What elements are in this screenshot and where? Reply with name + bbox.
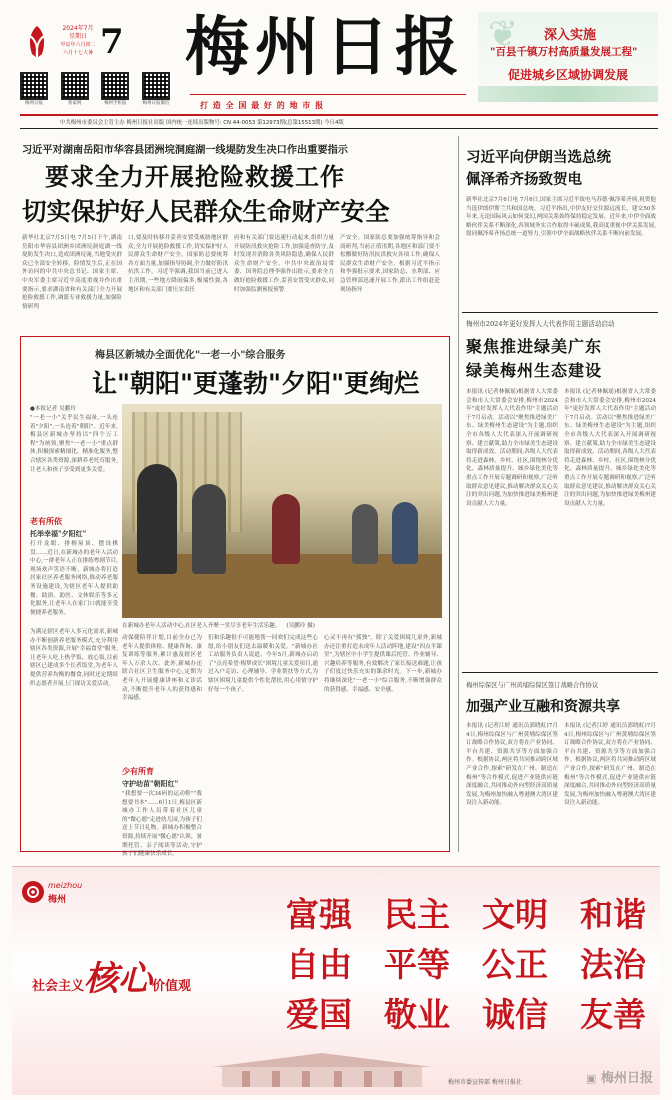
story-divider [462, 672, 658, 673]
logo-icon [20, 22, 54, 62]
values-row [286, 939, 646, 983]
feature-byline: ●本报记者 吴鹏玲 [30, 406, 76, 412]
caption-credit: (吴鹏玲 摄) [286, 623, 315, 629]
watermark-text: 梅州日报 [600, 1071, 653, 1086]
caption-text: 在新城办老年人活动中心,社区老人齐聚一堂尽享老年生活乐趣。 [122, 623, 281, 629]
feature-mid-3: 们和乐趣很不可能地帮一同欢们完成这些心愿,给小朋友们送去温暖和关爱。"新城办社工站服务负责人说道。今年5月,新城办启动了"点亮希望·梅梦成长"困境儿童关爱项目,通过入户走访、心理辅导、学业帮扶等方式,为辖区困境儿童提供个性化帮扶,用心用情守护好每一个孩子。 [208, 635, 318, 693]
value-word: 友善 [580, 995, 646, 1034]
watermark [586, 1067, 653, 1086]
subhead-1-sub: 托举幸福"夕阳红" [30, 529, 87, 538]
masthead-rule [20, 114, 658, 116]
brand-pinyin: meizhou [48, 881, 83, 890]
lunar-date: 甲辰年六月初二 [60, 42, 96, 48]
brand-name: 梅州 [48, 895, 67, 905]
info-rule [20, 128, 658, 129]
performer-silhouette [272, 494, 300, 564]
story1-body: 新华社北京7月6日电 7月6日,国家主席习近平致电马苏德·佩泽希齐扬,祝贺他当选伊朗伊斯兰共和国总统。习近平指出,中伊友好交往源远流长。建交50多年来,无论国际风云如何变幻,两国关系始终保持稳定发展。近年来,中伊全面战略伙伴关系不断深化,各领域务实合作取得丰硕成果,我高度重视中伊关系发展,愿同佩泽希齐扬总统一道努力,引领中伊全面战略伙伴关系不断向前发展。 [466, 197, 656, 238]
landscape-strip [478, 86, 658, 102]
story2-body-right: 本报讯 (记者林佩瑶)根据省人大常委会和市人大常委会安排,梅州市2024年"更好发挥人大代表作用"主题活动于7月启动。活动以"聚焦推进绿美广东、绿美梅州生态建设"为主题,组织全市各级人大代表深入开展调研视察、建言献策,助力全市绿美生态建设取得新成效。活动期间,各级人大代表将走进森林、乡村、社区,围绕林分优化、森林质量提升、城乡绿化美化等重点工作开展专题调研和视察,广泛听取群众意见建议,推动解决群众关心关注的突出问题,为加快推进绿美梅州建设贡献人大力量。 [564, 389, 656, 507]
value-word: 民主 [384, 895, 450, 934]
subhead-2-title: 少有所育 [122, 766, 154, 776]
story3-headline: 加强产业互融和资源共享 [466, 699, 620, 715]
lead-column-4: 产安全。国家防总要加强统筹指导和会商研判,当前正值汛期,各地区和部门要不松懈做好防汛抗洪救灾各项工作,确保人民群众生命财产安全。根据习近平指示和李强批示要求,国家防总、水利部、应急管理部迅速开展工作,派出工作组赶赴现场指导 [340, 235, 440, 293]
story1-headline-2: 佩泽希齐扬致贺电 [466, 171, 582, 188]
slogan: 打 造 全 国 最 好 的 地 市 报 [200, 100, 325, 110]
brand-logo-icon [22, 881, 44, 903]
value-word: 和谐 [580, 895, 646, 934]
feature-mid-4: 心灵不再有"孤独"。除了关爱困境儿童外,新城办还注重打造未成年人活动阵地,建设"四点半课堂",为辖区中小学生提供课后托管、作业辅导、兴趣培养等服务,有效解决了家长接送难题,让孩子们度过快乐充实的课余时光。下一步,新城办将继续深化"一老一小"综合服务,不断增强群众的获得感、幸福感、安全感。 [324, 635, 442, 693]
qr-row [20, 72, 170, 106]
value-word: 诚信 [482, 995, 548, 1034]
subhead-2 [122, 766, 202, 789]
performer-silhouette [192, 484, 226, 574]
lead-column-1: 新华社北京7月5日电 7月5日下午,湖南岳阳市华容县团洲乡团洲垸洞庭湖一线堤防发生决口,造成团洲垸淹,当地受灾群众已全部安全转移。险情发生后,正在国外访问的中共中央总书记、国家主席、中央军委主席习近平高度重视并作出重要指示,要求湖南省和有关部门全力开展抢险救援工作,调派专业救援力量,加强险情研判 [22, 235, 122, 310]
solar-term: 六月十七大暑 [62, 50, 93, 56]
story3-body-right: 本报讯 (记者江婷 通讯员郭晓虹)7月4日,梅州综保区与广州黄埔综保区签订战略合作协议,双方将在产业协同、平台共建、资源共享等方面加强合作。根据协议,两区将共同推动跨区域产业合作,探索"研发在广州、制造在梅州"等合作模式,促进产业链供应链深度融合,共同推动外向型经济高质量发展,为梅州加快融入粤港澳大湾区建设注入新动能。 [564, 723, 656, 807]
values-title [32, 951, 191, 1000]
qr-block[interactable]: 梅州手机报 [101, 72, 129, 106]
publication-info: 中共梅州市委员会主管主办 梅州日报社出版 国内统一连续出版物号: CN 44-0053 第12973期(总第15513期) 今日4版 [60, 120, 344, 126]
value-word: 文明 [482, 895, 548, 934]
newspaper-title: 梅州日报 [185, 10, 465, 85]
title-suffix: 价值观 [152, 979, 192, 994]
values-row [286, 889, 646, 933]
weekday: 星期日 [68, 33, 87, 40]
column-divider [458, 136, 459, 852]
day-number: 7 [100, 22, 124, 62]
qr-code-icon [142, 72, 170, 100]
qr-code-icon [101, 72, 129, 100]
feature-kicker: 梅县区新城办全面优化"一老一小"综合服务 [95, 350, 286, 361]
feature-headline: 让"朝阳"更蓬勃"夕阳"更绚烂 [92, 369, 420, 398]
lead-column-2: 口,要及时转移并妥善安置受威胁地区群众,全力开展抢险救援工作,切实保护好人民群众生命财产安全。国家防总要统筹各方面力量,加强指导协调,全力做好防汛抗洪工作。习近平强调,我国当前已进入主汛期,一些地方降雨偏多,极端性强,各地区和有关部门要压实责任 [128, 235, 228, 293]
story1-headline-1: 习近平向伊朗当选总统 [466, 149, 611, 166]
performer-silhouette [352, 504, 378, 564]
feature-photo [122, 404, 442, 618]
year-month: 2024年7月 [62, 25, 94, 32]
leaf-icon: ❦ [488, 14, 519, 55]
story2-headline-2: 绿美梅州生态建设 [466, 361, 603, 380]
story-divider [462, 312, 658, 313]
promo-line-3: 促进城乡区域协调发展 [508, 68, 629, 82]
value-word: 平等 [384, 945, 450, 984]
value-word: 富强 [286, 895, 352, 934]
lead-column-3: 府和有关部门要迅速行动起来,组织力量开展防汛救灾抢险工作,加强巡查防守,及时发现并消除各类风险隐患,确保人民群众生命财产安全。中共中央政治局常委、国务院总理李强作出批示,要求全力做好抢险救援工作,妥善安置受灾群众,同时加强监测预报预警 [234, 235, 334, 293]
qr-code-icon [20, 72, 48, 100]
story3-body-left: 本报讯 (记者江婷 通讯员郭晓虹)7月4日,梅州综保区与广州黄埔综保区签订战略合作协议,双方将在产业协同、平台共建、资源共享等方面加强合作。根据协议,两区将共同推动跨区域产业合作,探索"研发在广州、制造在梅州"等合作模式,促进产业链供应链深度融合,共同推动外向型经济高质量发展,为梅州加快融入粤港澳大湾区建设注入新动能。 [466, 723, 558, 807]
performer-silhouette [137, 464, 177, 574]
feature-body-2: 为满足辖区老年人多元化需求,新城办不断创新养老服务模式,充分利用辖区各类资源,开展"幸福食堂"服务,让老年人吃上热乎饭、放心饭,目前辖区已建成多个长者饭堂,为老年人提供营养均衡的餐食,同时还定期组织志愿者开展上门探访关爱活动。 [30, 629, 118, 687]
photo-caption [122, 621, 442, 629]
title-core: 核心 [84, 959, 153, 999]
qr-block[interactable]: 梅州日报 [20, 72, 48, 106]
subhead-1-title: 老有所依 [30, 516, 62, 526]
performer-silhouette [392, 502, 418, 564]
title-prefix: 社会主义 [32, 979, 85, 994]
watermark-icon: ▣ [586, 1072, 597, 1085]
lead-headline-2: 切实保护好人民群众生命财产安全 [22, 197, 390, 226]
story2-kicker: 梅州市2024年更好发挥人大代表作用主题活动启动 [466, 320, 615, 328]
story2-headline-1: 聚焦推进绿美广东 [466, 337, 603, 356]
promo-box [478, 12, 658, 104]
qr-code-icon [61, 72, 89, 100]
lead-headline-1: 要求全力开展抢险救援工作 [45, 162, 345, 191]
lead-kicker: 习近平对湖南岳阳市华容县团洲垸洞庭湖一线堤防发生决口作出重要指示 [22, 144, 348, 156]
value-word: 爱国 [286, 995, 352, 1034]
story2-body-left: 本报讯 (记者林佩瑶)根据省人大常委会和市人大常委会安排,梅州市2024年"更好发挥人大代表作用"主题活动于7月启动。活动以"聚焦推进绿美广东、绿美梅州生态建设"为主题,组织全市各级人大代表深入开展调研视察、建言献策,助力全市绿美生态建设取得新成效。活动期间,各级人大代表将走进森林、乡村、社区,围绕林分优化、森林质量提升、城乡绿化美化等重点工作开展专题调研和视察,广泛听取群众意见建议,推动解决群众关心关注的突出问题,为加快推进绿美梅州建设贡献人大力量。 [466, 389, 558, 507]
value-word: 敬业 [384, 995, 450, 1034]
issue-date [60, 25, 96, 57]
feature-mid-1: 动保健陪伴计划,目前全办已为老年人提供体检、健康咨询、康复训练等服务,累计惠及辖区老年人万余人次。此外,新城办还联合社区卫生服务中心,定期为老年人开展健康讲座和义诊活动,不断提升老年人的获得感和幸福感。 [122, 635, 202, 702]
promo-line-1: 深入实施 [544, 28, 597, 43]
qr-block[interactable]: 梅州日报微信 [142, 72, 170, 106]
ad-footer: 梅州市委宣传部 梅州日报社 [448, 1079, 522, 1086]
subhead-2-sub: 守护幼苗"朝阳红" [122, 779, 179, 788]
feature-mid-2: "我想要一次34码的运动鞋""我想要书本"……6月1日,梅县区新城办工作人员带着社区儿童的"微心愿"走进幼儿园,为孩子们送上节日礼物。新城办积极整合资源,持续开展"微心愿"认领、暑期托管、亲子阅读等活动,守护孩子们健康快乐成长。 [122, 791, 202, 858]
story3-kicker: 梅州综保区与广州黄埔综保区签订战略合作协议 [466, 682, 599, 689]
qr-block[interactable]: 客家网 [61, 72, 89, 106]
feature-body-1: 打开龙眼、排榕屋顶、摆设棋盘……近日,在新城办的老年人活动中心,一群老年人正在排练粤剧节目,现场欢声笑语不断。新城办将打造居家社区养老服务网络,推动养老服务设施建设,为辖区老年人提供助餐、助浴、助医、文体娱乐等多元化服务,让老年人在家门口就能享受便捷养老服务。 [30, 541, 118, 616]
subhead-1 [30, 516, 118, 539]
values-banner [12, 866, 660, 1095]
value-word: 公正 [482, 945, 548, 984]
values-row [286, 989, 646, 1033]
building-illustration [192, 1043, 452, 1087]
values-grid [286, 889, 646, 1033]
feature-lede: "一老一小"关乎民生福祉,一头连着"夕阳",一头连着"朝阳"。近年来,梅县区新城办坚持以"四个万工程"为统领,聚焦"一老一小"重点群体,积极探索精细化、精准化服务,整合辖区各类资源,深耕养老托育服务,让老人和孩子享受到更多关爱。 [30, 415, 118, 473]
value-word: 自由 [286, 945, 352, 984]
value-word: 法治 [580, 945, 646, 984]
promo-line-2: "百县千镇万村高质量发展工程" [490, 46, 638, 58]
title-rule [190, 94, 466, 95]
